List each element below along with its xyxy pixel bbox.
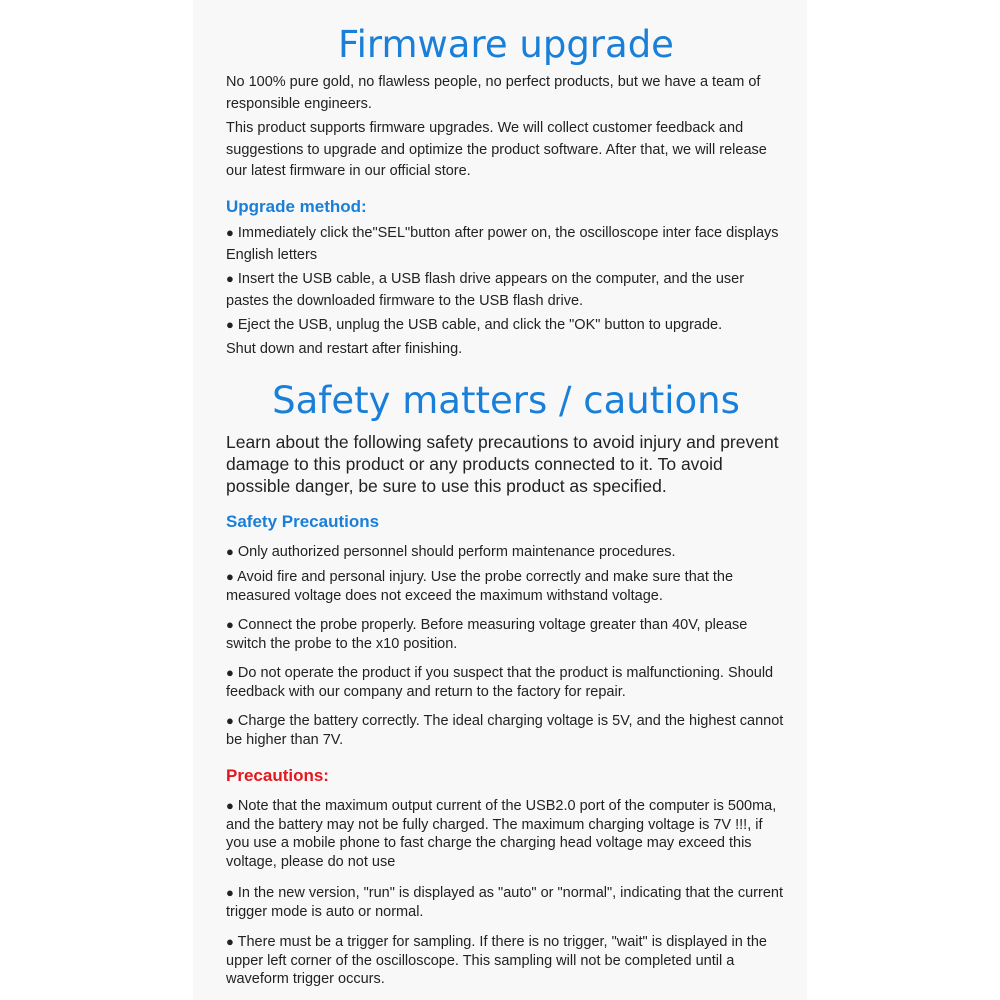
upgrade-step-2 (226, 268, 786, 312)
safety-precautions-section (226, 511, 786, 773)
safety-item-3-text: Connect the probe properly. Before measuring voltage greater than 40V, please switch the probe to the x10 position. (226, 617, 748, 652)
safety-lead-text: Learn about the following safety precautions to avoid injury and prevent damage to this product or any products connected to it. To avoid possible danger, be sure to use this product as specified. (226, 432, 779, 496)
precaution-item-1 (226, 797, 786, 871)
precaution-item-3-text: There must be a trigger for sampling. If there is no trigger, "wait" is displayed in the upper left corner of the oscilloscope. This sampling will not be completed until a waveform trigger occurs. (226, 934, 767, 987)
safety-item-5 (226, 712, 786, 749)
safety-lead (226, 431, 786, 497)
precautions-heading: Precautions: (226, 766, 329, 785)
bullet-icon: ● (226, 885, 234, 900)
safety-item-4 (226, 664, 786, 701)
safety-item-5-text: Charge the battery correctly. The ideal charging voltage is 5V, and the highest cannot be higher than 7V. (226, 713, 784, 748)
safety-item-1-text: Only authorized personnel should perform maintenance procedures. (237, 544, 676, 560)
upgrade-method-heading: Upgrade method: (226, 197, 367, 216)
safety-title: Safety matters / cautions (272, 379, 740, 422)
bullet-icon: ● (226, 544, 234, 559)
upgrade-step-1 (226, 222, 786, 266)
bullet-icon: ● (226, 617, 234, 632)
bullet-icon: ● (226, 225, 234, 240)
precautions-section (226, 765, 786, 997)
upgrade-step-3-text: Eject the USB, unplug the USB cable, and click the "OK" button to upgrade. (237, 317, 723, 333)
upgrade-step-3 (226, 314, 786, 337)
bullet-icon: ● (226, 317, 234, 332)
bullet-icon: ● (226, 934, 234, 949)
firmware-intro-1: No 100% pure gold, no flawless people, no perfect products, but we have a team of responsible engineers. (226, 74, 761, 112)
firmware-intro (226, 72, 786, 183)
bullet-icon: ● (226, 665, 234, 680)
firmware-upgrade-title: Firmware upgrade (338, 23, 674, 66)
safety-item-4-text: Do not operate the product if you suspect that the product is malfunctioning. Should feedback with our company and return to the factory for repair. (226, 665, 774, 700)
precaution-item-2-text: In the new version, "run" is displayed as "auto" or "normal", indicating that the current trigger mode is auto or normal. (226, 885, 783, 920)
safety-precautions-heading: Safety Precautions (226, 512, 380, 531)
bullet-icon: ● (226, 713, 234, 728)
bullet-icon: ● (226, 798, 234, 813)
safety-item-2 (226, 568, 786, 605)
upgrade-step-2-text: Insert the USB cable, a USB flash drive appears on the computer, and the user pastes the downloaded firmware to the USB flash drive. (226, 271, 745, 309)
safety-item-2-text: Avoid fire and personal injury. Use the probe correctly and make sure that the measured voltage does not exceed the maximum withstand voltage. (226, 569, 734, 604)
bullet-icon: ● (226, 569, 234, 584)
upgrade-step-1-text: Immediately click the"SEL"button after power on, the oscilloscope inter face displays English letters (226, 225, 779, 263)
precaution-item-3 (226, 933, 786, 989)
upgrade-closing: Shut down and restart after finishing. (226, 341, 463, 357)
bullet-icon: ● (226, 271, 234, 286)
precaution-item-1-text: Note that the maximum output current of the USB2.0 port of the computer is 500ma, and the battery may not be fully charged. The maximum charging voltage is 7V !!!, if you use a mobile phone to fast charge the charging head voltage may exceed this voltage, please do not use (226, 798, 777, 870)
precaution-item-2 (226, 884, 786, 921)
safety-item-3 (226, 616, 786, 653)
safety-item-1 (226, 543, 786, 562)
upgrade-method-section (226, 196, 786, 358)
firmware-intro-2: This product supports firmware upgrades. We will collect customer feedback and suggestions to upgrade and optimize the product software. After that, we will release our latest firmware in our official store. (226, 120, 767, 179)
